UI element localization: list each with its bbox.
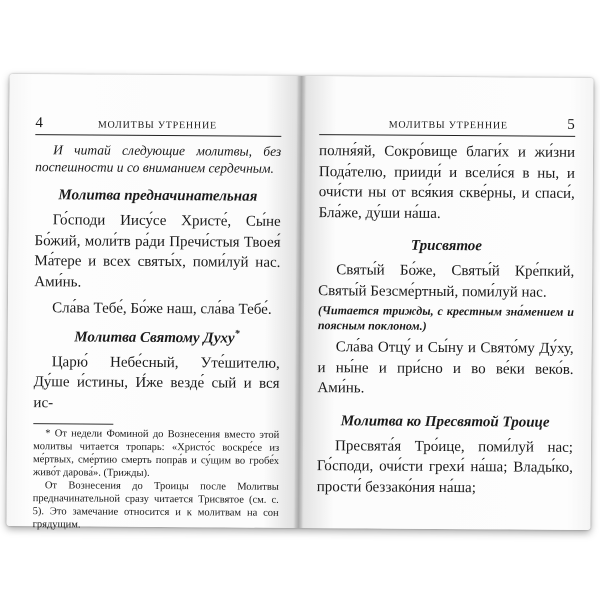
section-title-trinity: Молитва ко Пресвятой Троице — [340, 412, 550, 431]
section-title-holy-spirit-text: Молитва Святому Духу — [74, 328, 235, 347]
section-title-prenach: Молитва предначинательная — [58, 187, 258, 205]
footnote-mark: * — [234, 328, 240, 340]
left-head-text: МОЛИТВЫ УТРЕННИЕ — [97, 119, 217, 132]
left-header — [35, 115, 281, 137]
footnote: От Вознесения до Троицы после Молитвы предначинательной сразу читается Трисвятое (см. с. 5). Это замечание относится и к молитвам на сон грядущим. — [32, 480, 279, 531]
right-page-num: 5 — [567, 116, 576, 133]
prayer-text: Пресвята́я Тро́ице, поми́луй нас; Го́споди, очи́сти грехи́ на́ша; Влады́ко, прости́ беззако́ния на́ша; — [316, 437, 574, 496]
prayer-text: Сла́ва Отцу́ и Сы́ну и Свято́му Ду́ху, и ны́не и при́сно и во ве́ки веко́в. Ами́нь. — [317, 339, 574, 397]
prayer-continuation: полня́яй, Сокро́вище благи́х и жи́зни Пода́телю, прииди́ и всели́ся в ны, и очи́сти ны от вся́кия скве́рны, и спаси́, Бла́же, ду́ши на́ша. — [318, 143, 576, 222]
left-page-num: 4 — [35, 115, 44, 132]
section-title-trisagion: Трисвятое — [410, 237, 483, 255]
right-head-text: МОЛИТВЫ УТРЕННИЕ — [388, 119, 508, 132]
prayer-text: Святы́й Бо́же, Святы́й Кре́пкий, Святы́й Безсме́ртный, поми́луй нас. — [318, 262, 575, 301]
left-intro: И читай следующие молитвы, без поспешности и со вниманием сердечным. — [35, 142, 282, 176]
footnote: * От недели Фоминой до Вознесения вместо этой молитвы читается тропарь: «Христо́с воскре́се из ме́ртвых, сме́ртию смерть попра́в и су́щим во гробе́х живо́т дарова́». (Трижды). — [32, 428, 280, 479]
footnote-divider — [33, 423, 113, 425]
section-title-holy-spirit — [34, 329, 280, 348]
rubric-instruction: (Читается трижды, с крестным зна́мением и поясным поклоном.) — [317, 303, 575, 333]
prayer-text: Сла́ва Тебе́, Бо́же наш, сла́ва Тебе́. — [52, 300, 272, 318]
right-column — [317, 115, 576, 499]
prayer-text: Царю́ Небе́сный, Уте́шителю, Ду́ше и́стины, И́же везде́ сый и вся ис- — [33, 353, 280, 411]
prayer-text: Го́споди Иису́се Христе́, Сы́не Бо́жий, моли́тв ра́ди Пречи́стыя Твоея́ Ма́тере и всех святы́х, поми́луй нас. Ами́нь. — [34, 212, 281, 290]
right-header — [319, 115, 575, 137]
left-column — [33, 115, 282, 533]
